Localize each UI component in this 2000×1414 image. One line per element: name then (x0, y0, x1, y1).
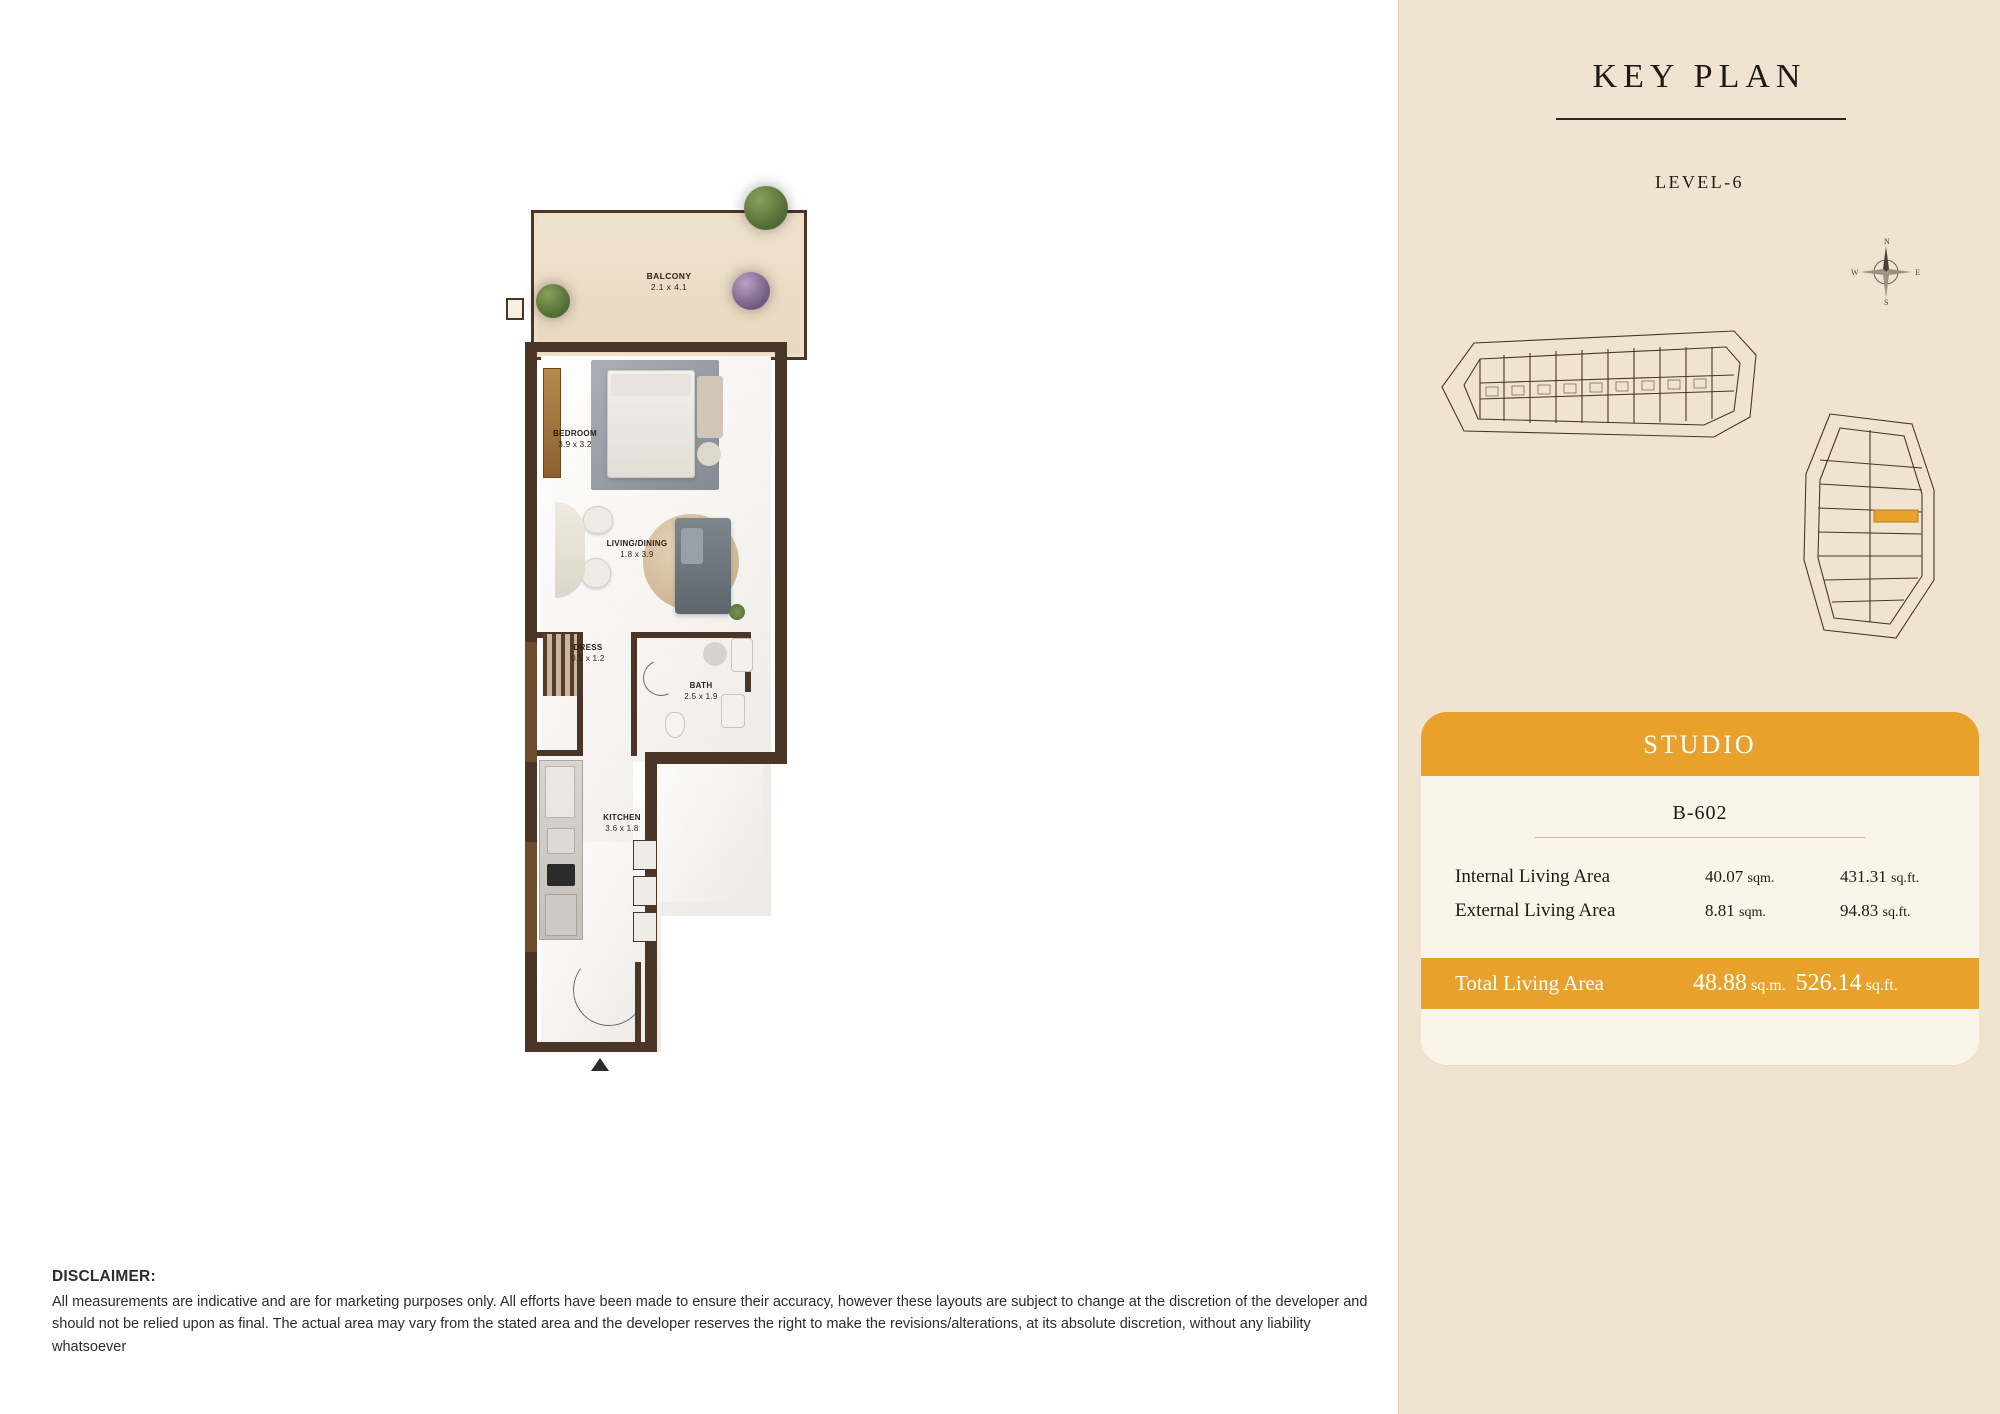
shelf (633, 912, 657, 942)
plant-icon (732, 272, 770, 310)
room-label-bedroom (527, 428, 623, 450)
armchair (583, 506, 613, 534)
vanity (731, 638, 753, 672)
wall-top (525, 342, 787, 352)
bath-name: BATH (689, 681, 713, 690)
total-area-sqm-value: 48.88 (1693, 970, 1747, 996)
highlighted-unit (1874, 510, 1918, 522)
internal-area-sqft-value: 431.31 (1840, 867, 1887, 886)
bedroom-dims: 3.9 x 3.2 (558, 440, 592, 450)
compass-north-label: N (1884, 237, 1890, 246)
total-area-row (1421, 958, 1979, 1009)
shelf (633, 876, 657, 906)
external-area-label: External Living Area (1455, 900, 1616, 921)
compass-east-label: E (1915, 268, 1920, 277)
wardrobe (543, 368, 561, 478)
external-area-sqm (1705, 901, 1840, 921)
wall-bottom (525, 1042, 657, 1052)
key-plan-panel (1398, 0, 2000, 1414)
entry-door-leaf (635, 962, 641, 1042)
compass-west-label: W (1851, 268, 1859, 277)
unit-number: B-602 (1535, 802, 1865, 838)
bedroom-name: BEDROOM (553, 429, 597, 438)
living-name: LIVING/DINING (606, 539, 668, 548)
total-area-sqm-unit: sq.m. (1751, 977, 1786, 994)
external-area-sqft (1840, 901, 1945, 921)
balcony-name: BALCONY (646, 271, 692, 281)
shower-drain (703, 642, 727, 666)
partition-bath-left (631, 638, 637, 756)
site-plan-level (1784, 410, 1964, 645)
plant-icon (536, 284, 570, 318)
level-label: LEVEL-6 (1655, 172, 1744, 192)
partition-bath-top (631, 632, 751, 638)
unit-info-card (1421, 712, 1979, 1065)
internal-area-sqm-value: 40.07 (1705, 867, 1744, 886)
hob (547, 864, 575, 886)
disclaimer (52, 1268, 1372, 1358)
bench (697, 376, 723, 438)
room-label-kitchen (577, 812, 667, 834)
plant-icon (729, 604, 745, 620)
wall-step-top (645, 752, 787, 764)
total-area-sqft-unit: sq.ft. (1865, 977, 1898, 994)
total-area-label: Total Living Area (1455, 971, 1604, 995)
side-table (697, 442, 721, 466)
card-footer-spacer (1421, 1009, 1979, 1065)
external-area-sqft-unit: sq.ft. (1882, 905, 1911, 920)
oven (545, 894, 577, 936)
page-title: KEY PLAN (1592, 58, 1807, 95)
entry-arrow-icon (591, 1058, 609, 1071)
compass-south-label: S (1884, 298, 1889, 307)
wall-left-accent-2 (525, 842, 537, 952)
unit-type-header: STUDIO (1421, 712, 1979, 776)
dress-name: DRESS (573, 643, 603, 652)
living-dims: 1.8 x 3.9 (620, 550, 654, 560)
external-area-sqm-unit: sqm. (1739, 905, 1766, 920)
room-label-dress (549, 642, 627, 664)
partition-kitchen (537, 750, 583, 756)
bath-dims: 2.5 x 1.9 (684, 692, 718, 702)
wall-left-accent (525, 642, 537, 762)
external-area-sqm-value: 8.81 (1705, 901, 1735, 920)
compass-icon (1851, 237, 1920, 307)
internal-area-sqft (1840, 867, 1945, 887)
pillows (611, 374, 691, 396)
sink (547, 828, 575, 854)
site-plan-upper (1434, 325, 1764, 450)
floorplan-drawing (500, 190, 840, 1170)
area-row-internal (1455, 860, 1945, 894)
plant-icon (744, 186, 788, 230)
room-label-living (577, 538, 697, 560)
disclaimer-heading: DISCLAIMER: (52, 1268, 156, 1285)
balcony-dims: 2.1 x 4.1 (650, 282, 688, 293)
internal-area-sqft-unit: sq.ft. (1891, 871, 1919, 886)
unit-outline (525, 342, 807, 922)
kitchen-name: KITCHEN (603, 813, 641, 822)
room-label-bath (661, 680, 741, 702)
toilet (665, 712, 685, 738)
external-area-sqft-value: 94.83 (1840, 901, 1879, 920)
balcony-door (506, 298, 524, 320)
unit-info-body (1421, 776, 1979, 940)
total-area-sqm (1693, 970, 1786, 997)
internal-area-sqm-unit: sqm. (1747, 871, 1775, 886)
title-underline (1556, 118, 1846, 120)
dress-dims: 0.6 x 1.2 (571, 654, 605, 664)
internal-area-label: Internal Living Area (1455, 866, 1611, 887)
area-row-external (1455, 894, 1945, 928)
kitchen-dims: 3.6 x 1.8 (605, 824, 639, 834)
wall-right-upper (775, 342, 787, 762)
shelf (633, 840, 657, 870)
total-area-sqft-value: 526.14 (1795, 970, 1862, 996)
internal-area-sqm (1705, 867, 1840, 887)
disclaimer-body: All measurements are indicative and are for marketing purposes only. All efforts have been made to ensure their accuracy, however these layouts are subject to change at the discretion of the developer and should not be relied upon as final. The actual area may vary from the stated area and the developer reserves the right to make the revisions/alterations, at its absolute discretion, without any liability whatsoever (52, 1294, 1368, 1355)
fridge (545, 766, 575, 818)
total-area-sqft (1796, 970, 1898, 997)
armchair (581, 558, 611, 588)
